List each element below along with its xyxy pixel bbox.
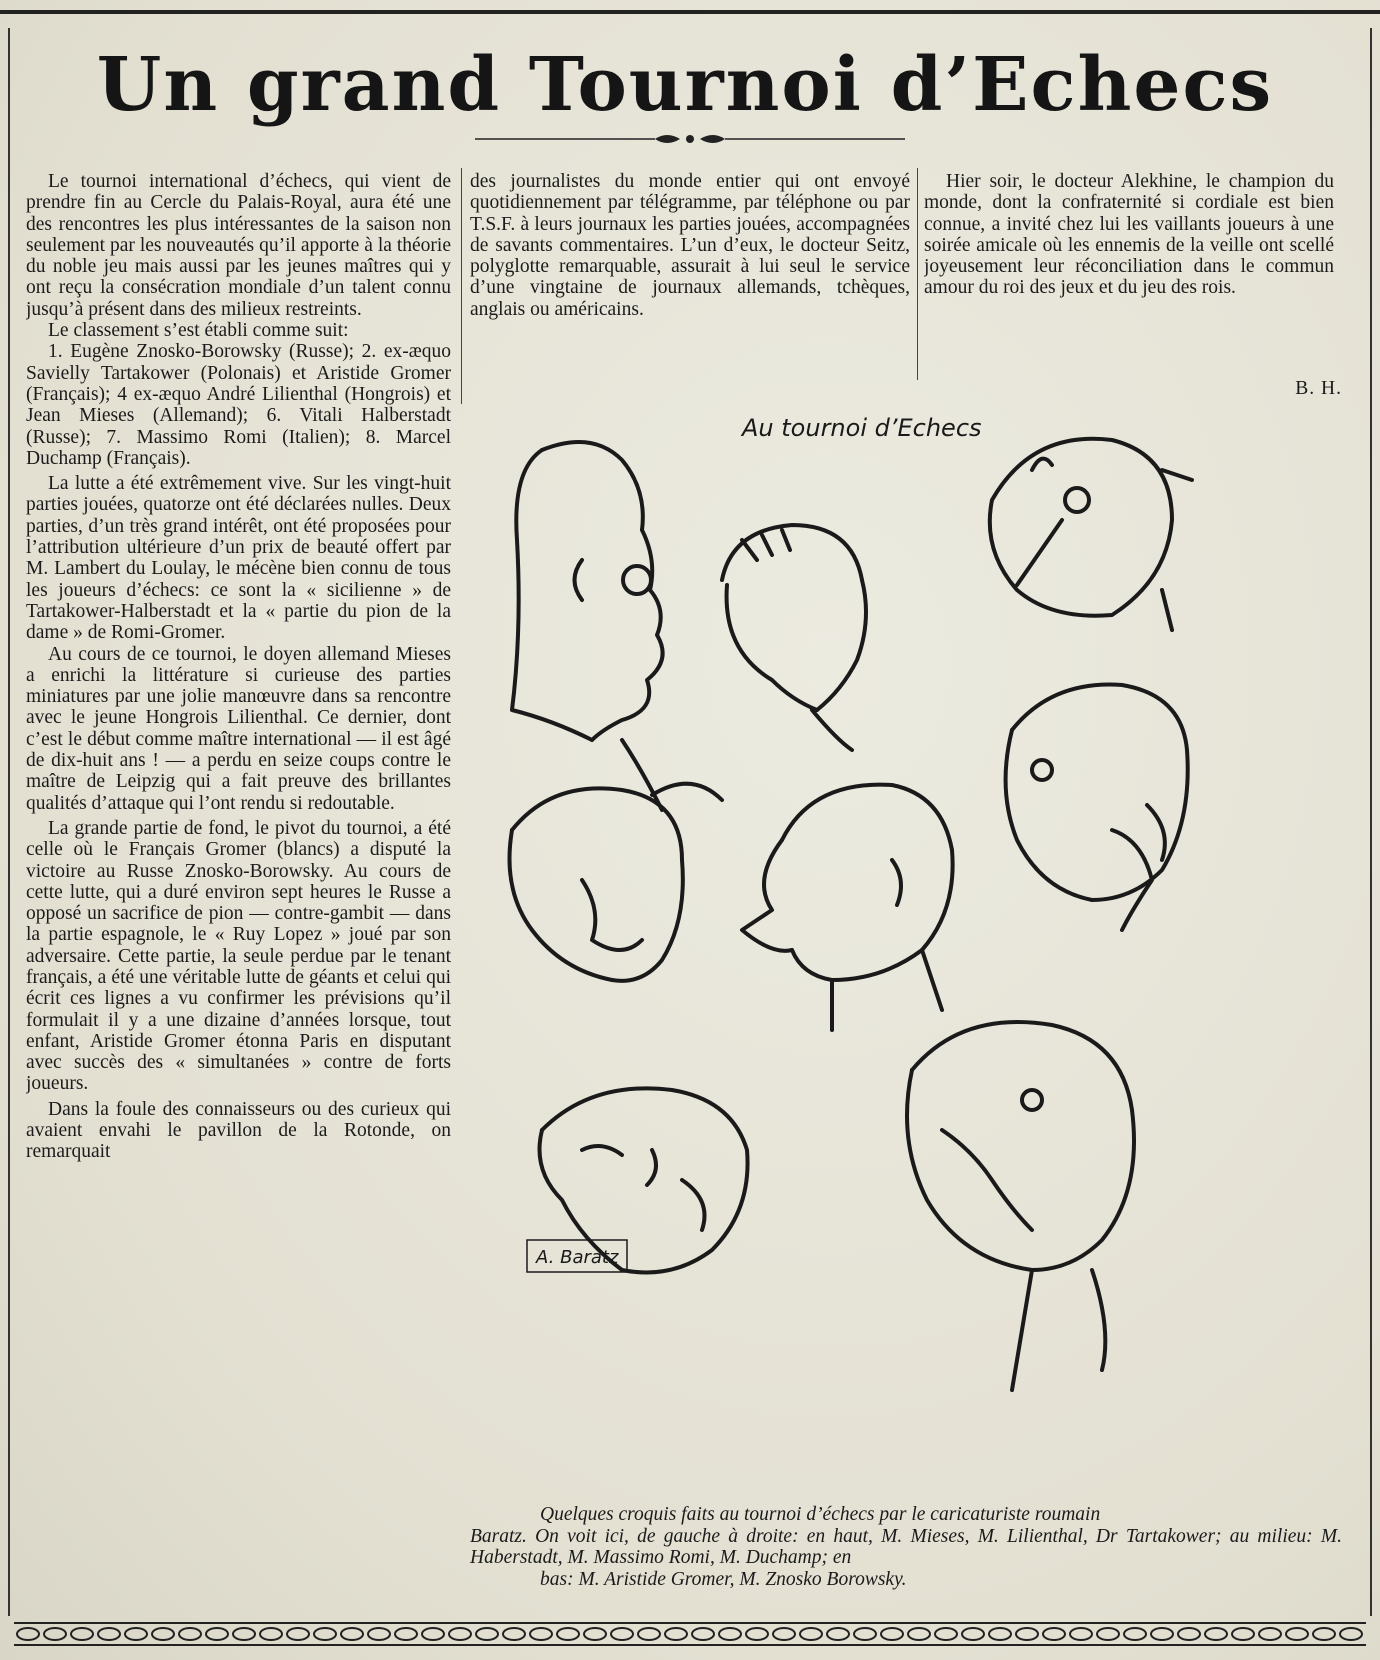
border-oval: [935, 1628, 957, 1640]
border-oval: [989, 1628, 1011, 1640]
border-oval: [503, 1628, 525, 1640]
border-oval: [530, 1628, 552, 1640]
border-oval: [125, 1628, 147, 1640]
border-oval: [1340, 1628, 1362, 1640]
border-oval: [773, 1628, 795, 1640]
border-oval: [557, 1628, 579, 1640]
border-oval: [422, 1628, 444, 1640]
border-oval: [665, 1628, 687, 1640]
ranking-paragraph: 1. Eugène Znosko-Borowsky (Russe); 2. ex-æquo Savielly Tartakower (Polonais) et Aristide Gromer (Français); 4 ex-æquo André Lilienthal (Hongrois) et Jean Mieses (Allemand); 6. Vitali Halberstadt (Russe); 7. Massimo Romi (Italien); 8. Marcel Duchamp (Français).: [26, 341, 451, 469]
border-oval: [17, 1628, 39, 1640]
border-oval: [1070, 1628, 1092, 1640]
border-oval: [152, 1628, 174, 1640]
border-oval: [476, 1628, 498, 1640]
border-oval: [341, 1628, 363, 1640]
border-oval: [449, 1628, 471, 1640]
border-oval: [1016, 1628, 1038, 1640]
illustration-caption: [470, 1504, 1342, 1590]
article-column-1: [26, 171, 451, 1591]
border-oval: [1205, 1628, 1227, 1640]
border-oval: [800, 1628, 822, 1640]
paragraph: des journalistes du monde entier qui ont envoyé quotidiennement par télégramme, par téléphone ou par T.S.F. à leurs journaux les parties jouées, accompagnées de savants commentaires. L’un d’eux, le docteur Seitz, polyglotte remarquable, assurait à lui seul le service d’une vingtaine de journaux allemands, tchèques, anglais ou américains.: [470, 171, 910, 320]
border-oval: [1124, 1628, 1146, 1640]
border-oval: [395, 1628, 417, 1640]
paragraph: Le classement s’est établi comme suit:: [48, 320, 349, 342]
top-rule: [0, 0, 1380, 14]
artist-signature-box: [527, 1240, 627, 1272]
caption-line-2: Baratz. On voit ici, de gauche à droite: en haut, M. Mieses, M. Lilienthal, Dr Tartakower; au milieu: M. Haberstadt, M. Massimo Romi, M. Duchamp; en: [470, 1525, 1342, 1568]
paragraph: La lutte a été extrêmement vive. Sur les vingt-huit parties jouées, quatorze ont été déclarées nulles. Deux parties, d’un très grand intérêt, ont été proposées pour l’attribution ultérieure d’un prix de beauté offert par M. Lambert du Loulay, le mécène bien connu de tous les joueurs d’échecs: ce sont la « sicilienne » de Tartakower-Halberstadt et la « partie du pion de la dame » de Romi-Gromer.: [26, 473, 451, 644]
border-oval: [1043, 1628, 1065, 1640]
border-oval: [854, 1628, 876, 1640]
border-oval: [1313, 1628, 1335, 1640]
portrait-znosko-borowsky: [907, 1022, 1134, 1390]
border-oval: [719, 1628, 741, 1640]
article-column-3: [924, 171, 1334, 361]
border-oval: [584, 1628, 606, 1640]
portrait-duchamp: [1006, 685, 1188, 930]
border-oval: [1259, 1628, 1281, 1640]
sketch-handwritten-title: Au tournoi d’Echecs: [742, 414, 982, 442]
caption-line-1: Quelques croquis faits au tournoi d’échecs par le caricaturiste roumain: [540, 1504, 1101, 1525]
border-oval: [1178, 1628, 1200, 1640]
author-signature: B. H.: [1295, 378, 1342, 399]
border-oval: [1097, 1628, 1119, 1640]
border-oval: [881, 1628, 903, 1640]
decorative-bottom-border: [14, 1620, 1366, 1648]
paragraph: Dans la foule des connaisseurs ou des curieux qui avaient envahi le pavillon de la Rotonde, on remarquait: [26, 1098, 451, 1163]
border-oval: [314, 1628, 336, 1640]
border-oval: [611, 1628, 633, 1640]
border-oval: [98, 1628, 120, 1640]
border-oval: [233, 1628, 255, 1640]
caption-line-3: bas: M. Aristide Gromer, M. Znosko Borowsky.: [540, 1568, 907, 1590]
border-oval: [368, 1628, 390, 1640]
article-column-2: [470, 171, 910, 403]
portrait-romi: [742, 785, 953, 1030]
caricature-illustration: [472, 410, 1360, 1500]
border-oval: [638, 1628, 660, 1640]
portrait-halberstadt: [510, 784, 723, 981]
portrait-gromer: [540, 1088, 748, 1272]
headline-flourish: [475, 128, 905, 150]
portrait-lilienthal: [722, 525, 866, 750]
border-oval: [287, 1628, 309, 1640]
border-oval: [908, 1628, 930, 1640]
border-oval: [1232, 1628, 1254, 1640]
paragraph: Le tournoi international d’échecs, qui vient de prendre fin au Cercle du Palais-Royal, aura été une des rencontres les plus intéressantes de la saison non seulement par les nouveautés qu’il apporte à la théorie du noble jeu mais aussi par les jeunes maîtres qui y ont reçu la consécration mondiale d’un talent connu jusqu’à présent dans des milieux restreints.: [26, 171, 451, 320]
artist-signature: A. Baratz: [536, 1247, 619, 1268]
border-oval: [827, 1628, 849, 1640]
border-oval: [692, 1628, 714, 1640]
column-rule-2: [917, 168, 918, 380]
border-oval: [1286, 1628, 1308, 1640]
headline: Un grand Tournoi d’Echecs: [96, 42, 1274, 128]
portrait-mieses: [512, 442, 663, 810]
border-oval: [260, 1628, 282, 1640]
border-oval: [179, 1628, 201, 1640]
border-oval: [1151, 1628, 1173, 1640]
border-oval: [206, 1628, 228, 1640]
border-oval: [71, 1628, 93, 1640]
column-rule-1: [461, 168, 462, 404]
paragraph: La grande partie de fond, le pivot du tournoi, a été celle où le Français Gromer (blancs) a disputé la victoire au Russe Znosko-Borowsky. Au cours de cette lutte, qui a duré environ sept heures le Russe a opposé un sacrifice de pion — contre-gambit — dans la partie espagnole, le « Ruy Lopez » joué par son adversaire. Cette partie, la seule perdue par le tenant français, a été une véritable lutte de géants et celui qui écrit ces lignes a vu confirmer les prévisions qu’il formulait il y a une dizaine d’années lorsque, tout enfant, Aristide Gromer étonna Paris en disputant avec succès des « simultanées » contre de forts joueurs.: [26, 817, 451, 1095]
paragraph: Au cours de ce tournoi, le doyen allemand Mieses a enrichi la littérature si curieuse des parties miniatures par une jolie manœuvre dans sa rencontre avec le jeune Hongrois Lilienthal. Ce dernier, dont c’est le début comme maître international — il est âgé de dix-huit ans ! — a perdu en seize coups contre le maître de Leipzig qui a fait preuve des brillantes qualités d’attaque qui l’ont rendu si redoutable.: [26, 643, 451, 814]
border-oval: [962, 1628, 984, 1640]
border-oval: [44, 1628, 66, 1640]
paragraph: Hier soir, le docteur Alekhine, le champion du monde, dont la confraternité si cordiale est bien connue, a invité chez lui les vaillants joueurs à une soirée amicale où les ennemis de la veille ont scellé joyeusement leur réconciliation dans le commun amour du roi des jeux et du jeu des rois.: [924, 171, 1334, 299]
border-oval: [746, 1628, 768, 1640]
portrait-tartakower: [990, 439, 1192, 630]
